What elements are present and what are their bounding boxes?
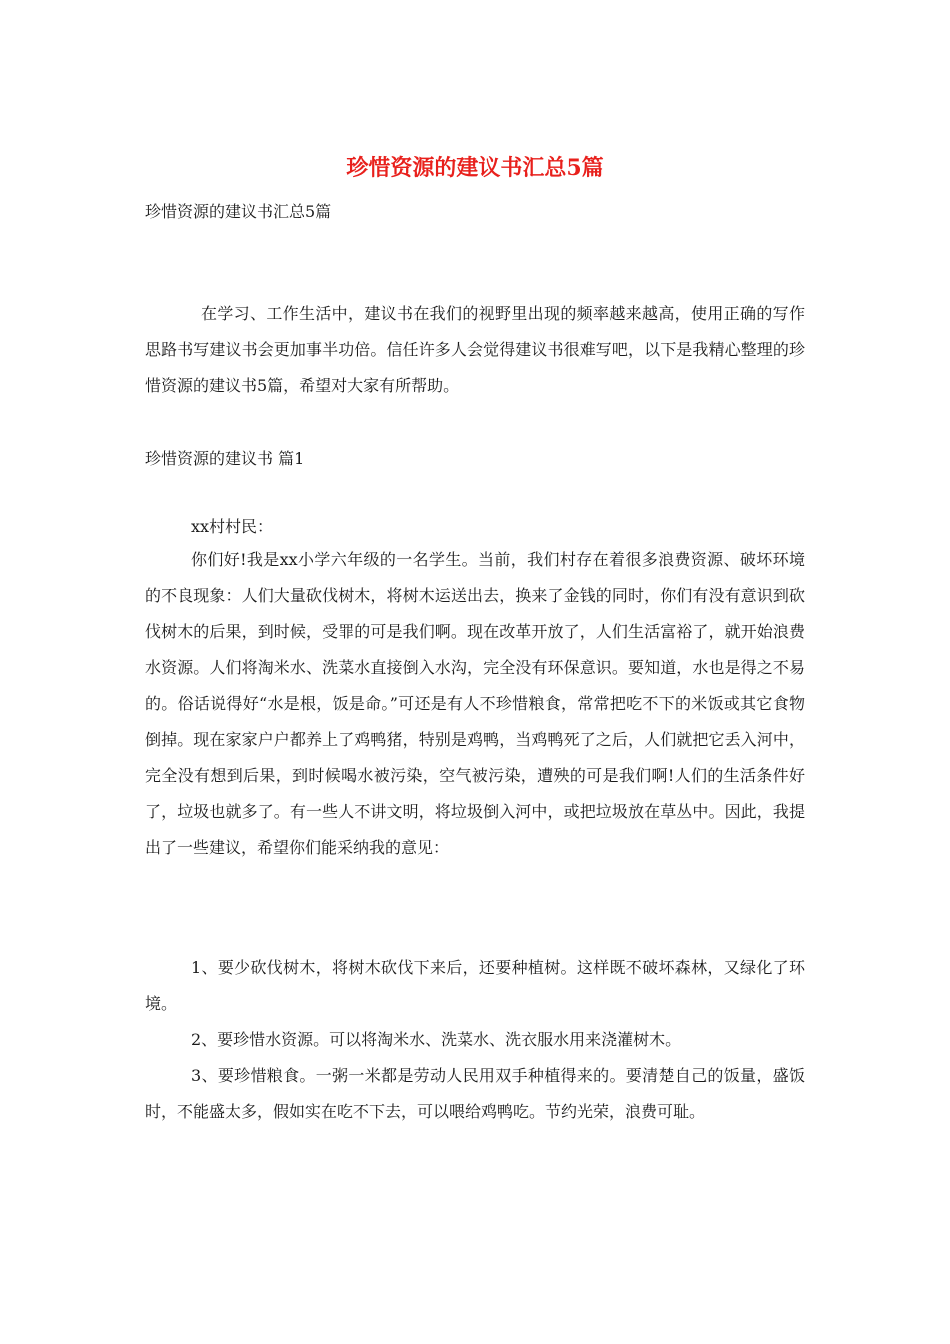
letter-salutation: xx村村民： xyxy=(191,517,274,536)
suggestion-item-2: 2、要珍惜水资源。可以将淘米水、洗菜水、洗衣服水用来浇灌树木。 xyxy=(191,1030,682,1049)
section-heading: 珍惜资源的建议书 篇1 xyxy=(145,449,305,468)
letter-body-paragraph: 你们好!我是xx小学六年级的一名学生。当前，我们村存在着很多浪费资源、破坏环境的不良现象：人们大量砍伐树木，将树木运送出去，换来了金钱的同时，你们有没有意识到砍伐树木的后果，到时候，受罪的可是我们啊。现在改革开放了，人们生活富裕了，就开始浪费水资源。人们将淘米水、洗菜水直接倒入水沟，完全没有环保意识。要知道，水也是得之不易的。俗话说得好“水是根，饭是命。”可还是有人不珍惜粮食，常常把吃不下的米饭或其它食物倒掉。现在家家户户都养上了鸡鸭猪，特别是鸡鸭，当鸡鸭死了之后，人们就把它丢入河中，完全没有想到后果，到时候喝水被污染，空气被污染，遭殃的可是我们啊!人们的生活条件好了，垃圾也就多了。有一些人不讲文明，将垃圾倒入河中，或把垃圾放在草丛中。因此，我提出了一些建议，希望你们能采纳我的意见： xyxy=(145,550,805,857)
document-subtitle: 珍惜资源的建议书汇总5篇 xyxy=(145,202,332,221)
document-title: 珍惜资源的建议书汇总5篇 xyxy=(346,155,604,181)
intro-paragraph: 在学习、工作生活中，建议书在我们的视野里出现的频率越来越高，使用正确的写作思路书写建议书会更加事半功倍。信任许多人会觉得建议书很难写吧，以下是我精心整理的珍惜资源的建议书5篇，希望对大家有所帮助。 xyxy=(145,304,805,395)
suggestion-item-3: 3、要珍惜粮食。一粥一米都是劳动人民用双手种植得来的。要清楚自己的饭量，盛饭时，不能盛太多，假如实在吃不下去，可以喂给鸡鸭吃。节约光荣，浪费可耻。 xyxy=(145,1066,805,1121)
suggestion-item-1: 1、要少砍伐树木，将树木砍伐下来后，还要种植树。这样既不破坏森林，又绿化了环境。 xyxy=(145,958,805,1013)
